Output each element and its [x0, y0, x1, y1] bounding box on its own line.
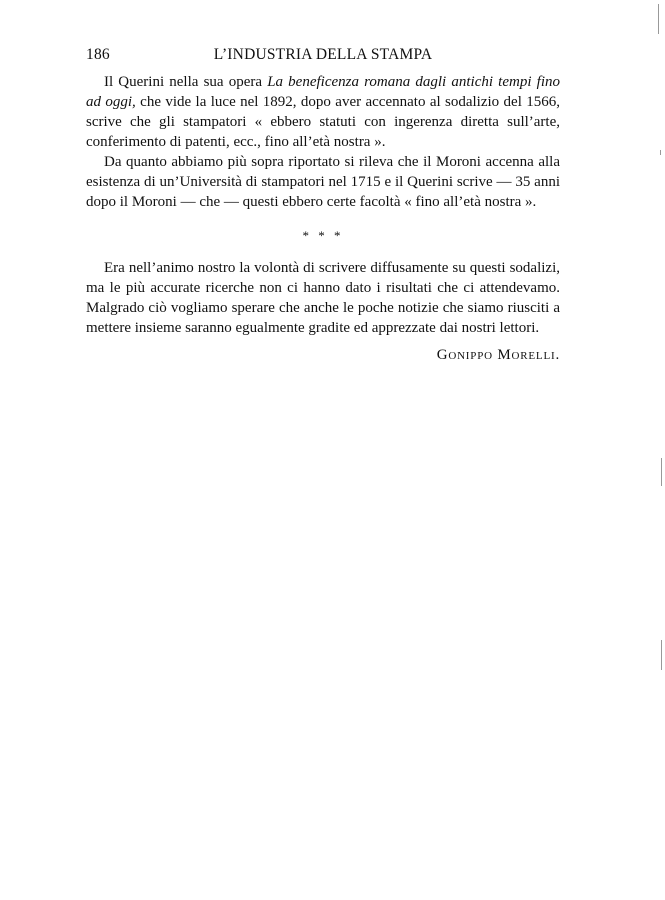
scan-margin-mark: [661, 640, 662, 670]
paragraph-2: Da quanto abbiamo più sopra riportato si rileva che il Moroni accenna alla esistenza di un’Università di stampatori nel 1715 e il Querini scrive — 35 anni dopo il Moroni — che — questi ebbero certe facoltà « fino all’età nostra ».: [86, 154, 560, 210]
section-separator: * * *: [302, 228, 344, 243]
author-signature: Gonippo Morelli.: [436, 347, 560, 363]
paragraph-1-end: che vide la luce nel 1892, dopo aver accennato al sodalizio del 1566, scrive che gli stampatori « ebbero statuti con ingerenza diretta sull’arte, conferimento di patenti, ecc., fino all’età nostra ».: [86, 94, 560, 150]
paragraph-1-start: Il Querini nella sua opera: [104, 74, 268, 90]
scan-margin-mark: [660, 150, 661, 155]
page-number: 186: [86, 46, 110, 63]
scan-margin-mark: [658, 4, 659, 34]
paragraph-1: [86, 72, 560, 152]
body-text: [86, 72, 560, 365]
running-title: L’INDUSTRIA DELLA STAMPA: [213, 46, 433, 63]
scan-margin-mark: [661, 458, 662, 486]
book-title: La beneficenza romana dagli antichi tempi fino ad oggi,: [86, 74, 560, 110]
paragraph-3: Era nell’animo nostro la volontà di scrivere diffusamente su questi sodalizi, ma le più accurate ricerche non ci hanno dato i risultati che ci attendevamo. Malgrado ciò vogliamo sperare che anche le poche notizie che siamo riusciti a mettere insieme saranno egualmente gradite ed apprezzate dai nostri lettori.: [86, 260, 560, 336]
